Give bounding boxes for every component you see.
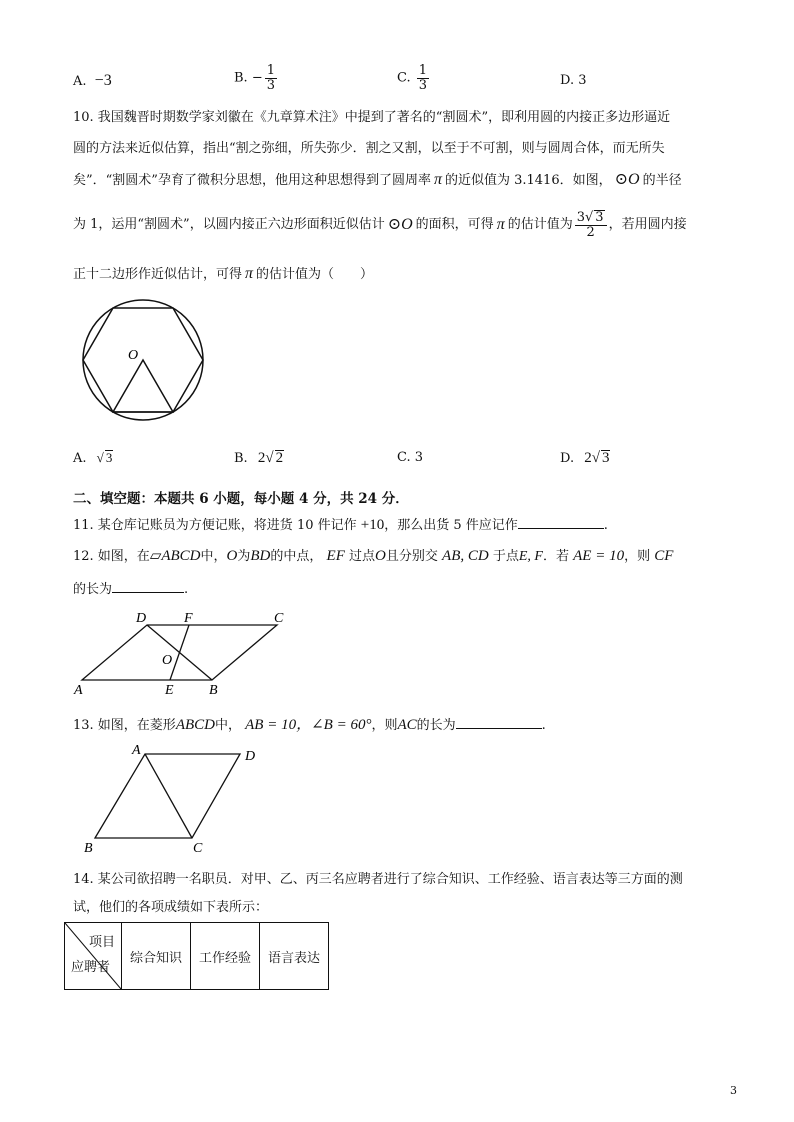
q12-line1: 12. 如图，在▱ABCD中，O为BD的中点， EF 过点O且分别交 AB, CD 于点E, F．若 AE = 10，则 CF	[73, 548, 674, 564]
label-a: A	[74, 683, 83, 698]
segment-ef	[170, 625, 189, 680]
q9-option-c: C. $\frac{1}{3}$	[397, 63, 428, 93]
table-header-cell: 综合知识	[122, 923, 191, 990]
q12-line2: 的长为 .	[73, 582, 189, 597]
q13-rhombus-figure	[80, 742, 270, 858]
q14-line1: 14. 某公司欲招聘一名职员．对甲、乙、丙三名应聘者进行了综合知识、工作经验、语言表达等三方面的测	[73, 872, 683, 887]
corner-bottom-label: 应聘者	[71, 960, 111, 975]
q12-parallelogram-figure	[70, 608, 300, 698]
q10-hexagon-figure	[78, 300, 218, 430]
center-triangle	[113, 360, 173, 412]
table-header-cell: 语言表达	[260, 923, 329, 990]
q13-answer-blank[interactable]	[456, 716, 542, 729]
q9-option-b: B. − $\frac{1}{3}$	[234, 63, 276, 93]
q11-answer-blank[interactable]	[518, 516, 604, 529]
q9-option-a: A. −3	[73, 72, 112, 89]
diagonal-ac	[145, 754, 192, 838]
label-o: O	[162, 653, 173, 668]
rhombus-abcd	[95, 754, 240, 838]
q12-answer-blank[interactable]	[112, 580, 184, 593]
q10-line2: 圆的方法来近似估算，指出“割之弥细，所失弥少．割之又割，以至于不可割，则与圆周合体，而无所失	[73, 141, 665, 156]
label-c: C	[274, 611, 284, 626]
label-b: B	[84, 841, 93, 856]
q10-option-d: D. 2√ 3	[560, 450, 610, 466]
q10-option-b: B. 2√ 2	[234, 450, 284, 466]
q10-option-a: A. √ 3	[73, 450, 113, 466]
q11-text: 11. 某仓库记账员为方便记账，将进货 10 件记作 +10，那么出货 5 件应记作 .	[73, 517, 608, 533]
label-e: E	[165, 683, 174, 698]
section-2-heading: 二、填空题：本题共 6 小题，每小题 4 分，共 24 分．	[73, 491, 409, 507]
page-number: 3	[730, 1084, 737, 1097]
table-header-cell: 工作经验	[191, 923, 260, 990]
q10-option-c: C. 3	[397, 450, 424, 465]
corner-top-label: 项目	[88, 935, 115, 950]
label-c: C	[193, 841, 203, 856]
label-a: A	[132, 743, 141, 758]
q10-line3: 矣”．“割圆术”孕育了微积分思想，他用这种思想得到了圆周率 π 的近似值为 3.1416．如图， ⊙O 的半径	[73, 171, 682, 188]
label-d: D	[245, 749, 256, 764]
table-corner-cell	[65, 923, 122, 990]
label-b: B	[209, 683, 218, 698]
q10-line4: 为 1，运用“割圆术”，以圆内接正六边形面积近似估计 ⊙O 的面积，可得 π 的估计值为 $\frac{3√ 3}{2}$ ，若用圆内接	[73, 210, 687, 240]
label-f: F	[184, 611, 193, 626]
q9-option-d: D. 3	[560, 73, 587, 88]
score-table	[64, 922, 329, 990]
q10-line5: 正十二边形作近似估计，可得 π 的估计值为（ ）	[73, 265, 374, 282]
q14-line2: 试，他们的各项成绩如下表所示：	[73, 900, 269, 915]
center-label: O	[128, 348, 139, 363]
label-d: D	[136, 611, 147, 626]
q10-line1: 10. 我国魏晋时期数学家刘徽在《九章算术注》中提到了著名的“割圆术”，即利用圆的内接正多边形逼近	[73, 110, 671, 125]
table-header-row	[65, 923, 329, 990]
q13-text: 13. 如图，在菱形ABCD中， AB = 10，∠B = 60°，则AC的长为 .	[73, 717, 546, 733]
